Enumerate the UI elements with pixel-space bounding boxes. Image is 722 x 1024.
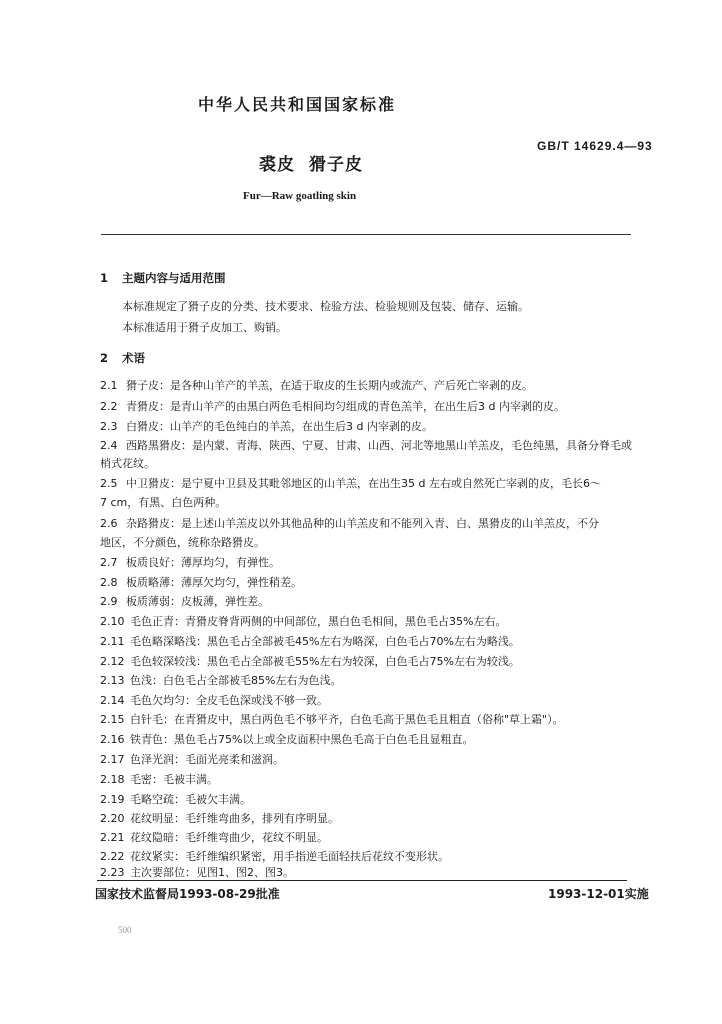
term-item <box>100 771 218 787</box>
document-subtitle-en: Fur—Raw goatling skin <box>243 190 357 202</box>
term-item <box>100 418 433 434</box>
term-number: 2.4 <box>100 439 118 452</box>
section-2-title: 术语 <box>122 351 145 365</box>
term-text: 白猾皮：山羊产的毛色纯白的羊羔，在出生后3 d 内宰剥的皮。 <box>126 420 433 433</box>
footer-divider <box>97 880 627 881</box>
term-text: 色浅：白色毛占全部被毛85%左右为色浅。 <box>130 674 342 687</box>
term-item <box>100 864 294 880</box>
term-number: 2.19 <box>100 793 125 806</box>
term-text: 毛密：毛被丰满。 <box>130 773 218 786</box>
term-text: 白针毛：在青猾皮中，黑白两色毛不够平齐，白色毛高于黑色毛且粗直（俗称"草上霜"）。 <box>130 713 564 726</box>
term-number: 2.7 <box>100 556 118 569</box>
term-text: 板质略薄：薄厚欠均匀，弹性稍差。 <box>126 576 302 589</box>
term-text: 板质良好：薄厚均匀，有弹性。 <box>126 556 280 569</box>
term-item <box>100 554 280 570</box>
term-item <box>100 437 632 453</box>
term-text: 花纹隐暗：毛纤维弯曲少，花纹不明显。 <box>130 831 328 844</box>
term-text: 青猾皮：是青山羊产的由黑白两色毛相间均匀组成的青色羔羊，在出生后3 d 内宰剥的皮。 <box>126 400 565 413</box>
term-number: 2.21 <box>100 831 125 844</box>
term-item <box>100 791 251 807</box>
term-text: 板质薄弱：皮板薄，弹性差。 <box>126 595 269 608</box>
standard-title: 中华人民共和国国家标准 <box>198 95 397 114</box>
document-title-sub: 猾子皮 <box>309 155 363 175</box>
term-number: 2.17 <box>100 753 125 766</box>
term-item <box>100 751 284 767</box>
approval-date: 国家技术监督局1993-08-29批准 <box>95 887 280 901</box>
term-text: 毛略空疏：毛被欠丰满。 <box>130 793 251 806</box>
term-number: 2.18 <box>100 773 125 786</box>
term-item <box>100 829 328 845</box>
term-text: 花纹紧实：毛纤维编织紧密，用手指逆毛面轻扶后花纹不变形状。 <box>130 850 449 863</box>
term-text: 西路黑猾皮：是内蒙、青海、陕西、宁夏、甘肃、山西、河北等地黑山羊羔皮，毛色纯黑，具备分脊毛或 <box>126 439 632 452</box>
document-title <box>259 150 363 175</box>
term-item <box>100 613 506 629</box>
section-2-number: 2 <box>100 351 109 365</box>
term-number: 2.6 <box>100 517 118 530</box>
term-number: 2.5 <box>100 477 118 490</box>
section-1-paragraph: 本标准适用于猾子皮加工、购销。 <box>122 321 287 334</box>
term-item <box>100 672 341 688</box>
term-text: 主次要部位：见图1、图2、图3。 <box>130 866 294 879</box>
term-item <box>100 731 473 747</box>
term-number: 2.14 <box>100 694 125 707</box>
term-number: 2.16 <box>100 733 125 746</box>
term-item <box>100 692 328 708</box>
term-text: 毛色欠均匀：全皮毛色深或浅不够一致。 <box>130 694 328 707</box>
term-number: 2.1 <box>100 379 118 392</box>
term-number: 2.12 <box>100 655 125 668</box>
term-text: 中卫猾皮：是宁夏中卫县及其毗邻地区的山羊羔，在出生35 d 左右或自然死亡宰剥的皮，毛长6～ <box>126 477 601 490</box>
page-number: 500 <box>118 925 132 935</box>
standard-code: GB/T 14629.4—93 <box>537 139 653 153</box>
term-item <box>100 711 564 727</box>
term-text: 毛色略深略浅：黑色毛占全部被毛45%左右为略深，白色毛占70%左右为略浅。 <box>130 635 520 648</box>
term-text: 色泽光润：毛面光亮柔和滋润。 <box>130 753 284 766</box>
term-continuation: 7 cm，有黑、白色两种。 <box>100 496 227 509</box>
term-text: 铁青色：黑色毛占75%以上或全皮面积中黑色毛高于白色毛且显粗直。 <box>130 733 474 746</box>
term-item <box>100 515 599 531</box>
term-number: 2.3 <box>100 420 118 433</box>
term-item <box>100 593 269 609</box>
term-number: 2.13 <box>100 674 125 687</box>
document-title-main: 裘皮 <box>259 155 295 175</box>
term-continuation: 梢式花纹。 <box>100 457 155 470</box>
term-continuation: 地区，不分颜色，统称杂路猾皮。 <box>100 536 265 549</box>
section-1-number: 1 <box>100 271 109 285</box>
term-text: 毛色正青：青猾皮脊背两侧的中间部位，黑白色毛相间，黑色毛占35%左右。 <box>130 615 507 628</box>
term-item <box>100 475 601 491</box>
term-number: 2.10 <box>100 615 125 628</box>
term-item <box>100 848 449 864</box>
term-item <box>100 633 520 649</box>
term-item <box>100 653 520 669</box>
term-number: 2.20 <box>100 812 125 825</box>
term-number: 2.9 <box>100 595 118 608</box>
term-text: 花纹明显：毛纤维弯曲多，排列有序明显。 <box>130 812 339 825</box>
term-text: 毛色较深较浅：黑色毛占全部被毛55%左右为较深，白色毛占75%左右为较浅。 <box>130 655 520 668</box>
term-number: 2.8 <box>100 576 118 589</box>
term-item <box>100 574 302 590</box>
term-item <box>100 377 533 393</box>
term-number: 2.22 <box>100 850 125 863</box>
term-item <box>100 398 565 414</box>
term-number: 2.11 <box>100 635 125 648</box>
term-number: 2.15 <box>100 713 125 726</box>
term-item <box>100 810 339 826</box>
section-1-heading <box>100 270 226 286</box>
section-2-heading <box>100 350 145 366</box>
term-text: 杂路猾皮：是上述山羊羔皮以外其他品种的山羊羔皮和不能列入青、白、黑猾皮的山羊羔皮，不分 <box>126 517 599 530</box>
section-1-paragraph: 本标准规定了猾子皮的分类、技术要求、检验方法、检验规则及包装、储存、运输。 <box>122 300 529 313</box>
implementation-date: 1993-12-01实施 <box>548 887 649 901</box>
section-1-title: 主题内容与适用范围 <box>122 271 226 285</box>
term-number: 2.23 <box>100 866 125 879</box>
term-number: 2.2 <box>100 400 118 413</box>
term-text: 猾子皮：是各种山羊产的羊羔，在适于取皮的生长期内或流产、产后死亡宰剥的皮。 <box>126 379 533 392</box>
header-divider <box>101 234 631 235</box>
